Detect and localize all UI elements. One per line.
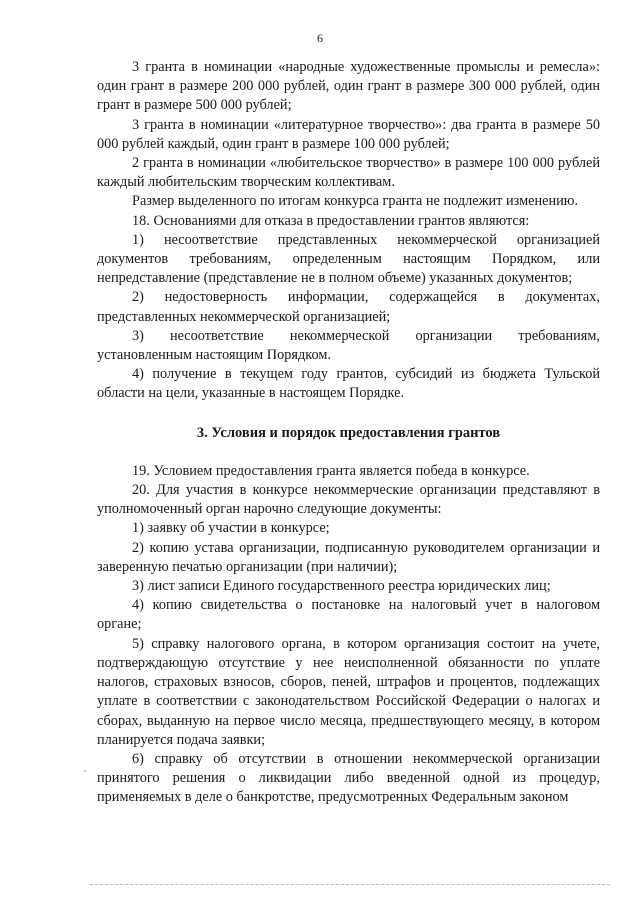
list-item: 4) получение в текущем году грантов, субсидий из бюджета Тульской области на цели, указанные в настоящем Порядке. <box>97 366 600 402</box>
list-item: 5) справку налогового органа, в котором организация состоит на учете, подтверждающую отсутствие у нее неисполненной обязанности по уплате налогов, страховых взносов, сборов, пеней, штрафов и процентов, подлежащих уплате в соответствии с законодательством Российской Федерации о налогах и сборах, выданную на первое число месяца, предшествующего месяцу, в котором планируется подача заявки; <box>97 635 600 748</box>
paragraph-grants-literature: 3 гранта в номинации «литературное творчество»: два гранта в размере 50 000 рублей каждый, один грант в размере 100 000 рублей; <box>97 116 600 152</box>
paragraph-refusal-grounds: 18. Основаниями для отказа в предоставлении грантов являются: <box>132 212 530 229</box>
page-number: 6 <box>317 31 323 45</box>
list-item: 1) несоответствие представленных некоммерческой организацией документов требованиям, определенным настоящим Порядком, или непредставление (представление не в полном объеме) указанных документов; <box>97 231 600 287</box>
list-item: 3) лист записи Единого государственного реестра юридических лиц; <box>132 578 551 595</box>
list-item: 4) копию свидетельства о постановке на налоговый учет в налоговом органе; <box>97 597 600 633</box>
paragraph-condition: 19. Условием предоставления гранта является победа в конкурсе. <box>132 462 530 479</box>
section-heading: 3. Условия и порядок предоставления грантов <box>196 424 501 441</box>
paragraph-documents: 20. Для участия в конкурсе некоммерческие организации представляют в уполномоченный орган нарочно следующие документы: <box>97 482 600 518</box>
list-item: 2) недостоверность информации, содержащейся в документах, представленных некоммерческой организацией; <box>97 289 600 325</box>
scan-speck <box>84 770 86 772</box>
list-item: 1) заявку об участии в конкурсе; <box>132 520 330 537</box>
paragraph-grants-crafts: 3 гранта в номинации «народные художественные промыслы и ремесла»: один грант в размере 200 000 рублей, один грант в размере 300 000 рублей, один грант в размере 500 000 рублей; <box>97 59 600 114</box>
list-item: 3) несоответствие некоммерческой организации требованиям, установленным настоящим Порядком. <box>97 327 600 364</box>
paragraph-grants-amateur: 2 гранта в номинации «любительское творчество» в размере 100 000 рублей каждый любительским творческим коллективам. <box>97 155 600 191</box>
list-item: 2) копию устава организации, подписанную руководителем организации и заверенную печатью организации (при наличии); <box>97 539 600 575</box>
paragraph-grant-size: Размер выделенного по итогам конкурса гранта не подлежит изменению. <box>132 193 579 210</box>
list-item: 6) справку об отсутствии в отношении некоммерческой организации принятого решения о ликвидации либо введенной одной из процедур, применяемых в деле о банкротстве, предусмотренных Федеральным законом <box>97 750 600 806</box>
document-body <box>97 58 600 808</box>
scan-footer-artifact <box>90 884 610 886</box>
